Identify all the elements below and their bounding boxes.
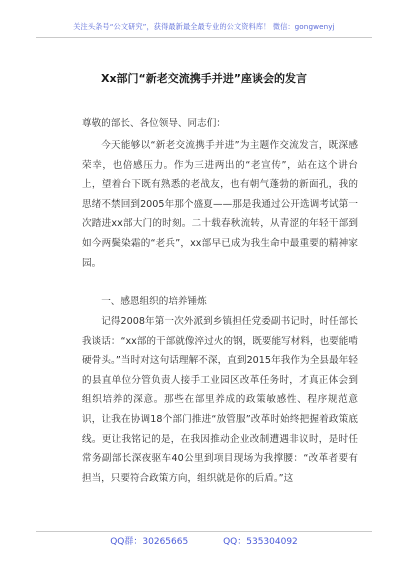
greeting: 尊敬的部长、各位领导、同志们： (82, 118, 226, 129)
document-title: Xx部门“新老交流携手并进”座谈会的发言 (100, 72, 308, 85)
footer-qq: QQ：535304092 (223, 537, 298, 547)
header-note: 关注头条号“公文研究”，获得最新最全最专业的公文资料库！ 微信：gongwenyj (73, 22, 335, 31)
page-footer (0, 534, 408, 547)
footer-qq-group: QQ群：30265665 (110, 537, 189, 547)
footer-divider (36, 531, 372, 532)
paragraph-intro: 今天能够以“新老交流携手并进”为主题作交流发言，既深感荣幸，也倍感压力。作为三进两出的“老宣传”，站在这个讲台上，望着台下既有熟悉的老战友，也有朝气蓬勃的新面孔，我的思绪不禁回到2005年那个盛夏——那是我通过公开选调考试第一次踏进xx部大门的时刻。二十载春秋流转，从青涩的年轻干部到如今两鬓染霜的“老兵”，xx部早已成为我生命中最重要的精神家园。 (82, 140, 358, 269)
page-header (0, 0, 408, 40)
section-heading: 一、感恩组织的培养锤炼 (101, 296, 207, 307)
paragraph-section-1: 记得2008年第一次外派到乡镇担任党委副书记时，时任部长我谈话：“xx部的干部就像淬过火的钢，既要能写材料，也要能啃硬骨头。”当时对这句话理解不深，直到2015年我作为全县最年轻的县直单位分管负责人接手工业园区改革任务时，才真正体会到组织培养的深意。那些在部里养成的政策敏感性、程序规范意识，让我在协调18个部门推进“放管服”改革时始终把握着政策底线。更让我铭记的是，在我因推动企业改制遭遇非议时，是时任常务副部长深夜驱车40公里到项目现场为我撑腰：“改革者要有担当，只要符合政策方向，组织就是你的后盾。”这 (82, 316, 358, 484)
header-divider (36, 37, 372, 38)
